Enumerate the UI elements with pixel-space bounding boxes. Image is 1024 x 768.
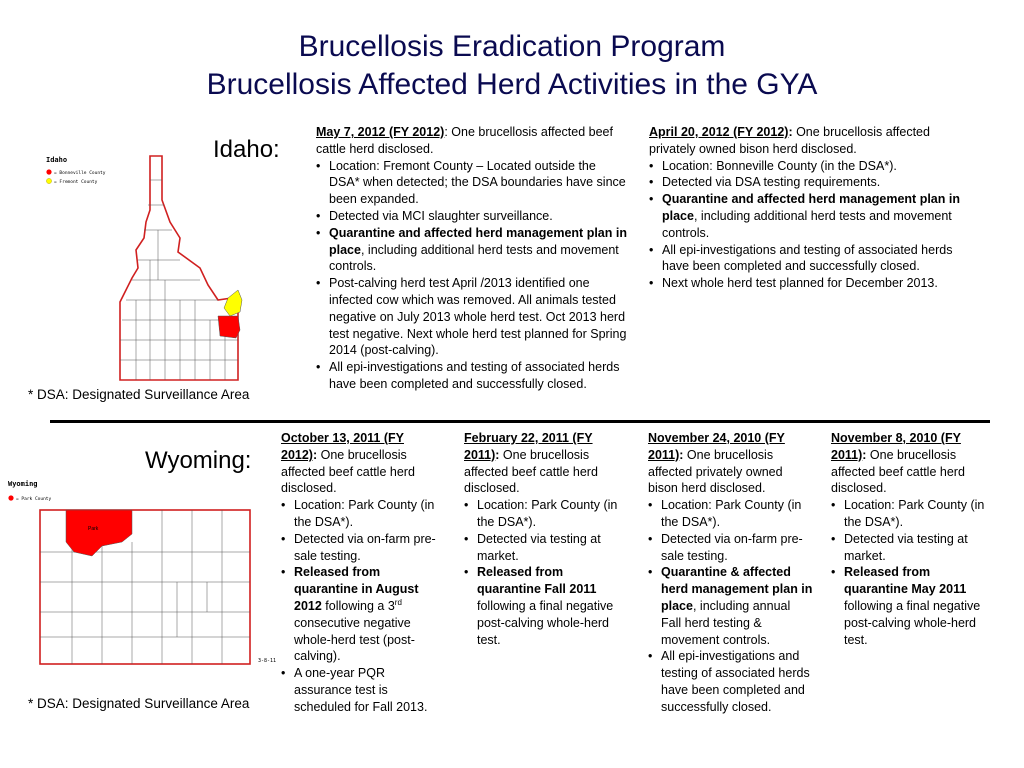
entry-heading (649, 124, 961, 158)
entry-heading (316, 124, 628, 158)
title-line-2: Brucellosis Affected Herd Activities in the GYA (206, 68, 818, 101)
bullet-rest: following a 3 (321, 598, 395, 613)
bonneville-county (218, 316, 240, 338)
bullet-bold: Quarantine and affected herd management plan in place (329, 225, 627, 257)
entry-heading (464, 430, 624, 497)
wyoming-dsa-note: * DSA: Designated Surveillance Area (28, 696, 250, 711)
entry-lead: One brucellosis affected privately owned bison herd disclosed. (648, 447, 783, 496)
entry-bullet: • All epi-investigations and testing of associated herds have been completed and successfully closed. (648, 648, 813, 715)
bullet-rest: , including additional herd tests and movement controls. (662, 208, 952, 240)
entry-heading (831, 430, 993, 497)
legend-bonneville: = Bonneville County (54, 171, 106, 176)
entry-bullet: • Location: Fremont County – Located outside the DSA* when detected; the DSA boundaries have since been expanded. (316, 158, 628, 208)
wyoming-map-title: Wyoming (8, 480, 38, 488)
entry-date: April 20, 2012 (FY 2012) (649, 125, 789, 139)
entry-bullet: • Location: Park County (in the DSA*). (831, 497, 993, 531)
entry-colon: : (679, 447, 684, 462)
entry-date: May 7, 2012 (FY 2012) (316, 125, 445, 139)
idaho-map-title: Idaho (46, 156, 68, 164)
entry-bullet (648, 564, 813, 648)
idaho-label: Idaho: (213, 136, 280, 163)
entry-bullet: • Next whole herd test planned for December 2013. (649, 275, 961, 292)
entry-date: October 13, 2011 (FY 2012) (281, 431, 404, 462)
idaho-dsa-note: * DSA: Designated Surveillance Area (28, 387, 250, 402)
bullet-bold: Released from quarantine May 2011 (844, 565, 967, 597)
entry-date: November 8, 2010 (FY 2011) (831, 431, 961, 462)
entry-bullet: • Detected via testing at market. (464, 531, 624, 565)
entry-bullet (464, 564, 624, 648)
entry-date: November 24, 2010 (FY 2011) (648, 431, 785, 462)
entry-bullet: • Detected via testing at market. (831, 531, 993, 565)
entry-lead: One brucellosis affected privately owned bison herd disclosed. (649, 125, 930, 156)
entry-colon: : (312, 447, 318, 462)
entry-bullet (649, 191, 961, 241)
wyoming-entry-nov8-2010 (831, 430, 993, 648)
entry-lead: One brucellosis affected beef cattle herd disclosed. (316, 125, 613, 156)
entry-bullet: • Location: Park County (in the DSA*). (648, 497, 813, 531)
bullet-bold: Quarantine & affected herd management plan in place (661, 565, 813, 613)
map-date-stamp: 3-8-11 (258, 658, 277, 664)
wyoming-label: Wyoming: (145, 447, 252, 474)
wyoming-map (2, 472, 280, 682)
idaho-map (40, 150, 270, 385)
legend-fremont: = Fremont County (54, 180, 98, 185)
bullet-bold: Quarantine and affected herd management plan in place (662, 192, 960, 223)
entry-bullet: • Location: Park County (in the DSA*). (281, 497, 441, 531)
bullet-bold: Released from quarantine in August 2012 (294, 565, 419, 613)
entry-bullet: • All epi-investigations and testing of associated herds have been completed and successfully closed. (649, 242, 961, 276)
idaho-entry-may-2012 (316, 124, 628, 393)
entry-colon: : (788, 125, 793, 139)
wyoming-entry-nov24-2010 (648, 430, 813, 716)
bullet-superscript: rd (394, 597, 402, 607)
entry-bullet (831, 564, 993, 648)
entry-lead: One brucellosis affected beef cattle herd disclosed. (281, 447, 415, 496)
bullet-rest: following a final negative post-calving whole-herd test. (477, 598, 614, 647)
bullet-rest: , including additional herd tests and movement controls. (329, 242, 619, 274)
entry-bullet: • A one-year PQR assurance test is scheduled for Fall 2013. (281, 665, 441, 715)
legend-swatch-fremont (46, 178, 51, 183)
entry-colon: : (862, 447, 867, 462)
idaho-entry-april-2012 (649, 124, 961, 292)
entry-heading (281, 430, 441, 497)
entry-bullet: • Detected via DSA testing requirements. (649, 174, 961, 191)
entry-colon: : (444, 125, 448, 139)
bullet-rest: following a final negative post-calving whole-herd test. (844, 598, 981, 647)
entry-bullet (281, 564, 441, 665)
legend-swatch-park (8, 495, 13, 500)
wyoming-entry-oct-2011 (281, 430, 441, 716)
legend-swatch-bonneville (46, 169, 51, 174)
entry-bullet: • Post-calving herd test April /2013 identified one infected cow which was removed. All animals tested negative on July 2013 whole herd test. Oct 2013 herd test negative. Next whole herd test planned for Spring 2014 (post-calving). (316, 275, 628, 359)
entry-bullet: • All epi-investigations and testing of associated herds have been completed and successfully closed. (316, 359, 628, 393)
entry-bullet: • Detected via on-farm pre-sale testing. (648, 531, 813, 565)
bullet-rest: , including annual Fall herd testing & movement controls. (661, 598, 791, 647)
slide-title (0, 28, 1024, 104)
entry-lead: One brucellosis affected beef cattle herd disclosed. (831, 447, 965, 496)
entry-colon: : (495, 447, 500, 462)
bullet-rest-2: consecutive negative whole-herd test (post-calving). (294, 615, 415, 664)
entry-bullet (316, 225, 628, 275)
entry-heading (648, 430, 813, 497)
wyoming-entry-feb-2011 (464, 430, 624, 648)
bullet-bold: Released from quarantine Fall 2011 (477, 565, 597, 597)
entry-bullet: • Location: Park County (in the DSA*). (464, 497, 624, 531)
legend-park: = Park County (16, 497, 52, 502)
entry-bullet: • Detected via MCI slaughter surveillance. (316, 208, 628, 225)
entry-lead: One brucellosis affected beef cattle herd disclosed. (464, 447, 598, 496)
title-line-1: Brucellosis Eradication Program (298, 30, 726, 63)
idaho-outline (120, 156, 238, 380)
entry-bullet: • Detected via on-farm pre-sale testing. (281, 531, 441, 565)
section-divider (50, 420, 990, 423)
entry-bullet: • Location: Bonneville County (in the DSA*). (649, 158, 961, 175)
entry-date: February 22, 2011 (FY 2011) (464, 431, 593, 462)
park-county-label: Park (88, 526, 99, 532)
